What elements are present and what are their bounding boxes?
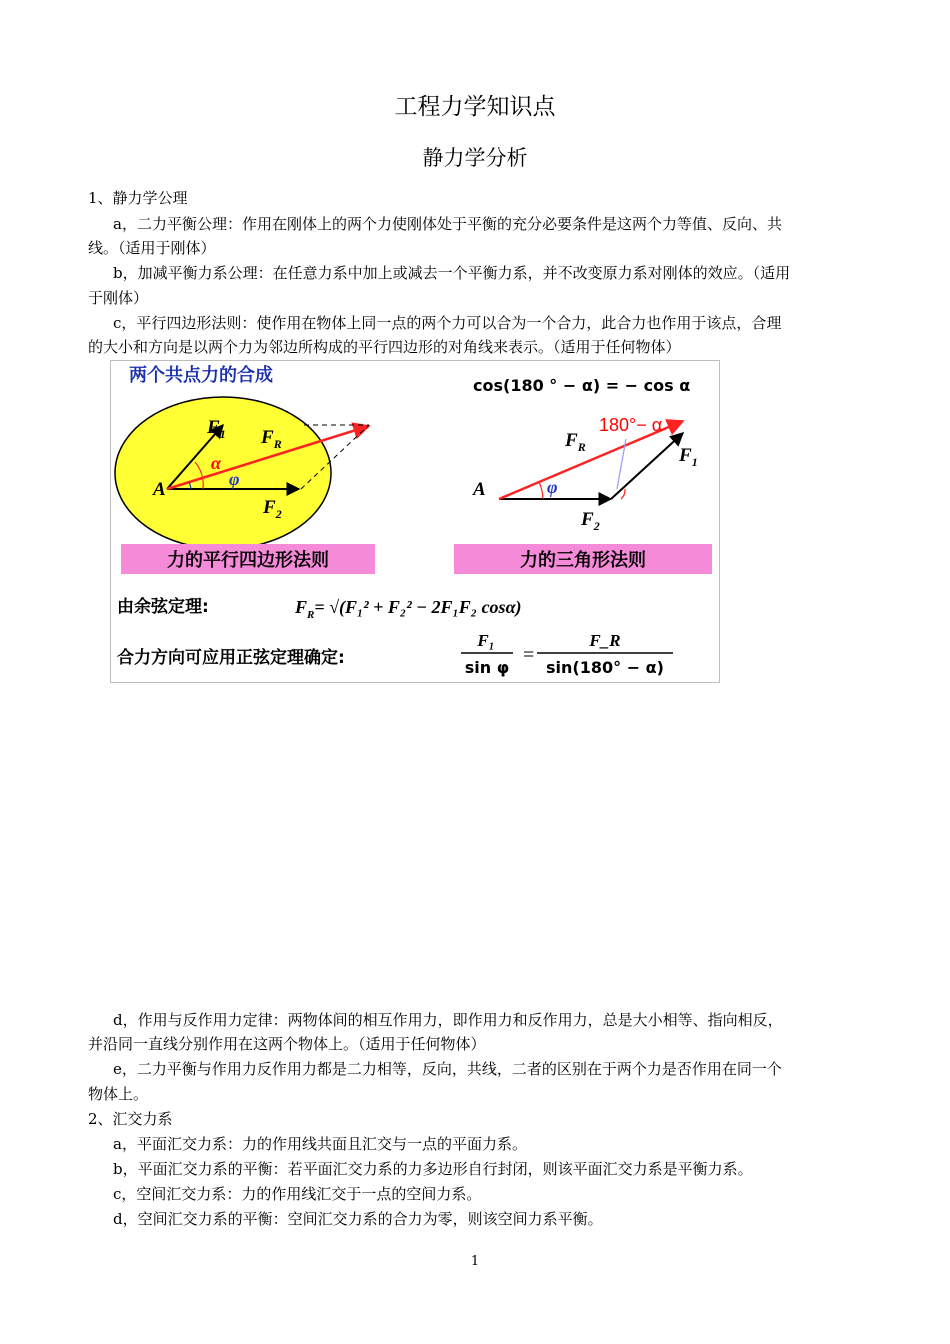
axiom-a-line2: 线。（适用于刚体） (88, 239, 216, 257)
axiom-d-line2: 并沿同一直线分别作用在这两个物体上。（适用于任何物体） (88, 1035, 486, 1053)
point-a-left: A (153, 479, 166, 500)
concurrent-c: c，空间汇交力系：力的作用线汇交于一点的空间力系。 (113, 1185, 482, 1203)
axiom-c-line1: c，平行四边形法则：使作用在物体上同一点的两个力可以合为一个合力，此合力也作用于该点，合理 (113, 314, 782, 332)
axiom-a-line1: a，二力平衡公理：作用在刚体上的两个力使刚体处于平衡的充分必要条件是这两个力等值、反向、共 (113, 215, 782, 233)
concurrent-a: a，平面汇交力系：力的作用线共面且汇交与一点的平面力系。 (113, 1135, 527, 1153)
equals-sign: = (523, 644, 535, 666)
point-a-right: A (473, 479, 486, 500)
cosine-law-formula: $F_R= √(F_1^2 + F_2^2 - 2F_1F_2$ cosα) (295, 597, 522, 621)
f1-label-right: $F_1$ (679, 445, 698, 469)
axiom-c-line2: 的大小和方向是以两个力为邻边所构成的平行四边形的对角线来表示。（适用于任何物体） (88, 338, 681, 356)
triangle-rule-label: 力的三角形法则 (520, 550, 646, 571)
fr-label-right: $F_R$ (565, 430, 586, 454)
page-title: 工程力学知识点 (394, 94, 556, 120)
phi-label-right: φ (547, 477, 558, 497)
f2-label-left: $F_2$ (263, 497, 282, 521)
axiom-d-line1: d，作用与反作用力定律：两物体间的相互作用力，即作用力和反作用力，总是大小相等、指向相反， (113, 1011, 783, 1029)
sine-law-label: 合力方向可应用正弦定理确定: (117, 648, 345, 668)
phi-label-left: φ (229, 469, 240, 489)
section-title: 静力学分析 (422, 146, 528, 170)
f1-label-left: $F_1$ (207, 417, 226, 441)
axiom-b-line1: b，加减平衡力系公理：在任意力系中加上或减去一个平衡力系，并不改变原力系对刚体的效应。（适用 (113, 264, 791, 282)
sine-num-left: F₁ (477, 631, 495, 650)
phi-arc-triangle (539, 482, 543, 499)
axiom-b-line2: 于刚体） (88, 289, 149, 307)
section-heading-concurrent-forces: 2、汇交力系 (88, 1110, 173, 1128)
force-composition-figure (110, 360, 720, 683)
f1-vector-triangle (611, 433, 683, 499)
sine-den-right: sin(180° − α) (546, 658, 664, 677)
figure-heading: 两个共点力的合成 (129, 365, 273, 386)
f2-label-right: $F_2$ (581, 509, 600, 533)
parallelogram-rule-label: 力的平行四边形法则 (167, 550, 329, 571)
axiom-e-line1: e，二力平衡与作用力反作用力都是二力相等，反向，共线，二者的区别在于两个力是否作用在同一个 (113, 1060, 782, 1078)
alpha-label-left: α (211, 453, 221, 473)
section-heading-statics-axioms: 1、静力学公理 (88, 189, 188, 207)
fr-label-left: $F_R$ (261, 427, 282, 451)
concurrent-b: b，平面汇交力系的平衡：若平面汇交力系的力多边形自行封闭，则该平面汇交力系是平衡力系。 (113, 1160, 753, 1178)
page-number: 1 (470, 1254, 480, 1269)
sine-num-right: F_R (589, 631, 621, 650)
sine-den-left: sin φ (464, 658, 510, 677)
cos-identity: cos(180 ° − α) = − cos α (473, 376, 691, 395)
parallelogram-ellipse (115, 397, 331, 549)
axiom-e-line2: 物体上。 (88, 1085, 149, 1103)
angle-label-right: 180°− α (599, 415, 663, 435)
cosine-law-label: 由余弦定理: (117, 597, 209, 617)
concurrent-d: d，空间汇交力系的平衡：空间汇交力系的合力为零，则该空间力系平衡。 (113, 1210, 603, 1228)
